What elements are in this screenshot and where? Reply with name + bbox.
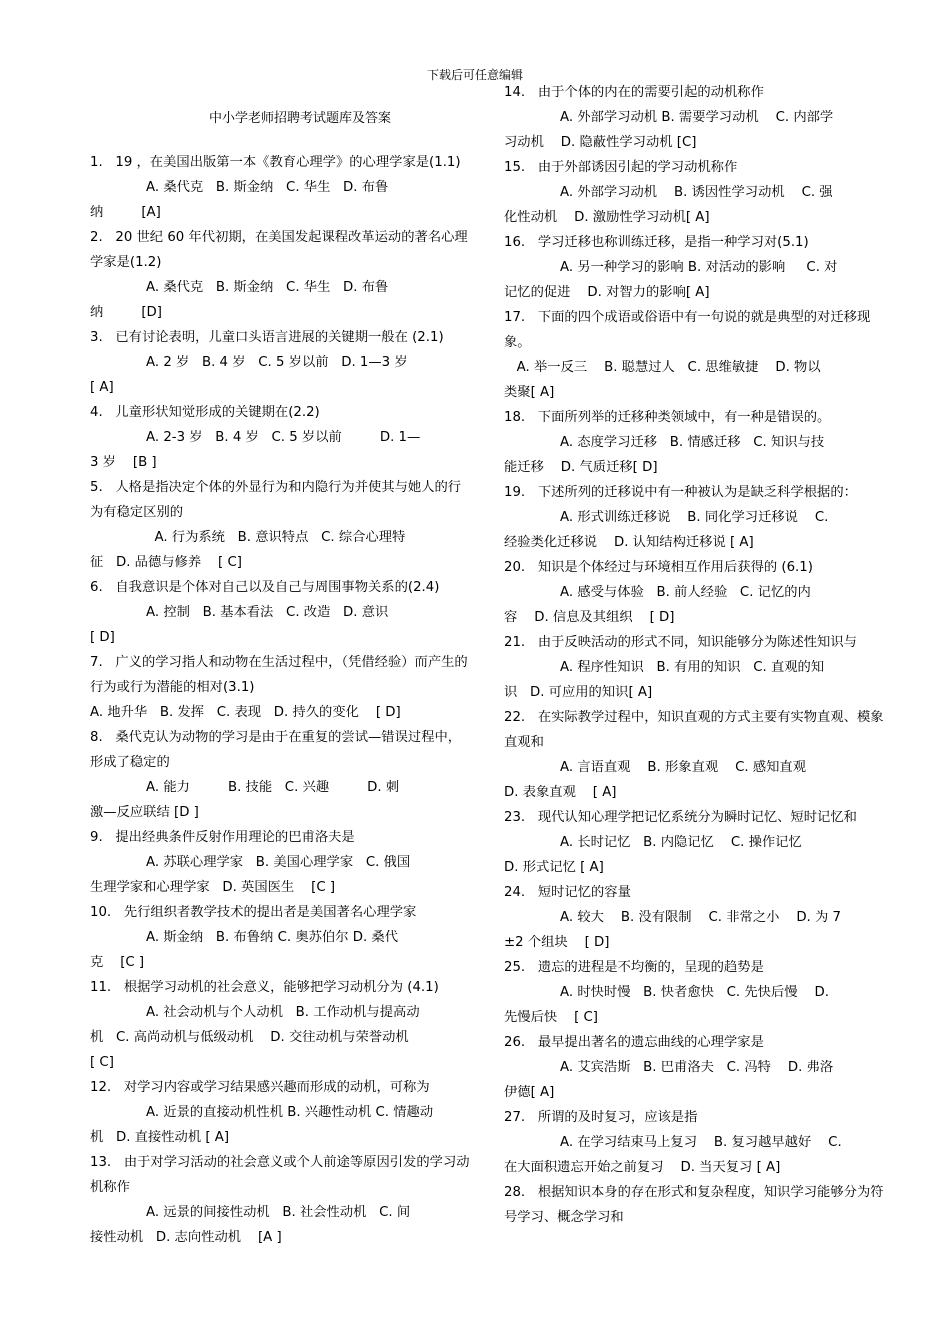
question-options: A. 行为系统 B. 意识特点 C. 综合心理特 [146, 530, 406, 545]
question-options: A. 时快时慢 B. 快者愈快 C. 先快后慢 D. [560, 985, 829, 1000]
question-options: A. 外部学习动机 B. 诱因性学习动机 C. 强 [560, 185, 833, 200]
question-answer-line: 机 D. 直接性动机 [ A] [90, 1130, 230, 1145]
question-answer-line: 能迁移 D. 气质迁移[ D] [504, 460, 658, 475]
question-options: A. 另一种学习的影响 B. 对活动的影响 C. 对 [560, 260, 838, 275]
question-stem: 7. 广义的学习指人和动物在生活过程中，（凭借经验）而产生的行为或行为潜能的相对(3.1) [90, 655, 468, 695]
left-column [90, 150, 470, 1250]
question-options: A. 长时记忆 B. 内隐记忆 C. 操作记忆 [560, 835, 802, 850]
question-item [504, 805, 889, 880]
question-item [504, 305, 889, 405]
question-stem: 17. 下面的四个成语或俗语中有一句说的就是典型的对迁移现象。 [504, 310, 871, 350]
question-answer-line: 先慢后快 [ C] [504, 1010, 598, 1025]
question-answer-line: 3 岁 [B ] [90, 455, 157, 470]
question-stem: 20. 知识是个体经过与环境相互作用后获得的 (6.1) [504, 560, 813, 575]
question-answer-line: 激—反应联结 [D ] [90, 805, 199, 820]
question-stem: 11. 根据学习动机的社会意义，能够把学习动机分为 (4.1) [90, 980, 439, 995]
question-item [90, 650, 470, 725]
question-item [504, 1030, 889, 1105]
question-options: A. 桑代克 B. 斯金纳 C. 华生 D. 布鲁 [146, 280, 389, 295]
question-answer-line: 记忆的促进 D. 对智力的影响[ A] [504, 285, 710, 300]
document-title: 中小学老师招聘考试题库及答案 [208, 111, 391, 126]
question-answer-line: 纳 [A] [90, 205, 161, 220]
question-answer-line: 经验类化迁移说 D. 认知结构迁移说 [ A] [504, 535, 754, 550]
question-options: A. 感受与体验 B. 前人经验 C. 记忆的内 [560, 585, 811, 600]
question-item [90, 825, 470, 900]
question-answer-line: 化性动机 D. 激励性学习动机[ A] [504, 210, 710, 225]
question-stem: 12. 对学习内容或学习结果感兴趣而形成的动机，可称为 [90, 1080, 430, 1095]
question-answer-line: D. 表象直观 [ A] [504, 785, 617, 800]
question-options: A. 程序性知识 B. 有用的知识 C. 直观的知 [560, 660, 825, 675]
question-item [504, 630, 889, 705]
question-item [504, 555, 889, 630]
question-item [90, 475, 470, 575]
question-stem: 23. 现代认知心理学把记忆系统分为瞬时记忆、短时记忆和 [504, 810, 857, 825]
question-stem: 24. 短时记忆的容量 [504, 885, 631, 900]
question-options: A. 社会动机与个人动机 B. 工作动机与提高动 [146, 1005, 420, 1020]
question-answer-line: A. 举一反三 B. 聪慧过人 C. 思维敏捷 D. 物以 类聚[ A] [504, 360, 821, 400]
question-stem: 4. 儿童形状知觉形成的关键期在(2.2) [90, 405, 320, 420]
question-stem: 16. 学习迁移也称训练迁移，是指一种学习对(5.1) [504, 235, 809, 250]
question-stem: 10. 先行组织者教学技术的提出者是美国著名心理学家 [90, 905, 417, 920]
question-item [504, 955, 889, 1030]
question-item [90, 150, 470, 225]
question-answer-line: [ D] [90, 630, 115, 645]
question-options: A. 言语直观 B. 形象直观 C. 感知直观 [560, 760, 807, 775]
question-item [90, 400, 470, 475]
question-stem: 18. 下面所列举的迁移种类领域中，有一种是错误的。 [504, 410, 831, 425]
question-item [90, 900, 470, 975]
question-answer-line: ±2 个组块 [ D] [504, 935, 610, 950]
question-answer-line: 机 C. 高尚动机与低级动机 D. 交往动机与荣誉动机 [ C] [90, 1030, 409, 1070]
question-answer-line: A. 地升华 B. 发挥 C. 表现 D. 持久的变化 [ D] [90, 705, 401, 720]
question-options: A. 能力 B. 技能 C. 兴趣 D. 刺 [146, 780, 400, 795]
question-stem: 9. 提出经典条件反射作用理论的巴甫洛夫是 [90, 830, 355, 845]
question-item [90, 1150, 470, 1250]
question-stem: 3. 已有讨论表明，儿童口头语言进展的关键期一般在 (2.1) [90, 330, 444, 345]
question-answer-line: 纳 [D] [90, 305, 162, 320]
question-options: A. 2 岁 B. 4 岁 C. 5 岁以前 D. 1—3 岁 [146, 355, 408, 370]
question-stem: 5. 人格是指决定个体的外显行为和内隐行为并使其与她人的行为有稳定区别的 [90, 480, 462, 520]
question-stem: 22. 在实际教学过程中，知识直观的方式主要有实物直观、模象直观和 [504, 710, 884, 750]
question-options: A. 在学习结束马上复习 B. 复习越早越好 C. [560, 1135, 842, 1150]
question-item [90, 225, 470, 325]
question-answer-line: 接性动机 D. 志向性动机 [A ] [90, 1230, 282, 1245]
question-stem: 26. 最早提出著名的遗忘曲线的心理学家是 [504, 1035, 764, 1050]
question-options: A. 2-3 岁 B. 4 岁 C. 5 岁以前 D. 1— [146, 430, 421, 445]
question-item [504, 1180, 889, 1230]
question-item [504, 80, 889, 155]
question-item [504, 155, 889, 230]
question-stem: 6. 自我意识是个体对自己以及自己与周围事物关系的(2.4) [90, 580, 440, 595]
question-options: A. 近景的直接动机性机 B. 兴趣性动机 C. 情趣动 [146, 1105, 434, 1120]
question-item [504, 880, 889, 955]
question-stem: 14. 由于个体的内在的需要引起的动机称作 [504, 85, 764, 100]
question-item [504, 705, 889, 805]
question-options: A. 外部学习动机 B. 需要学习动机 C. 内部学 [560, 110, 834, 125]
question-answer-line: [ A] [90, 380, 114, 395]
question-stem: 27. 所谓的及时复习，应该是指 [504, 1110, 698, 1125]
question-answer-line: 生理学家和心理学家 D. 英国医生 [C ] [90, 880, 336, 895]
question-item [90, 725, 470, 825]
question-item [90, 325, 470, 400]
question-stem: 15. 由于外部诱因引起的学习动机称作 [504, 160, 738, 175]
question-options: A. 控制 B. 基本看法 C. 改造 D. 意识 [146, 605, 389, 620]
question-stem: 21. 由于反映活动的形式不同，知识能够分为陈述性知识与 [504, 635, 857, 650]
question-answer-line: 容 D. 信息及其组织 [ D] [504, 610, 675, 625]
question-item [90, 575, 470, 650]
question-item [504, 1105, 889, 1180]
question-item [504, 480, 889, 555]
question-answer-line: 在大面积遗忘开始之前复习 D. 当天复习 [ A] [504, 1160, 781, 1175]
question-options: A. 较大 B. 没有限制 C. 非常之小 D. 为 7 [560, 910, 841, 925]
question-item [504, 230, 889, 305]
right-column [504, 80, 889, 1230]
question-options: A. 态度学习迁移 B. 情感迁移 C. 知识与技 [560, 435, 825, 450]
question-answer-line: D. 形式记忆 [ A] [504, 860, 604, 875]
question-stem: 13. 由于对学习活动的社会意义或个人前途等原因引发的学习动机称作 [90, 1155, 470, 1195]
question-stem: 25. 遗忘的进程是不均衡的，呈现的趋势是 [504, 960, 764, 975]
question-item [90, 1075, 470, 1150]
question-stem: 28. 根据知识本身的存在形式和复杂程度，知识学习能够分为符号学习、概念学习和 [504, 1185, 884, 1225]
question-item [504, 405, 889, 480]
question-options: A. 苏联心理学家 B. 美国心理学家 C. 俄国 [146, 855, 411, 870]
question-answer-line: 克 [C ] [90, 955, 145, 970]
question-options: A. 艾宾浩斯 B. 巴甫洛夫 C. 冯特 D. 弗洛 [560, 1060, 834, 1075]
question-stem: 2. 20 世纪 60 年代初期，在美国发起课程改革运动的著名心理学家是(1.2) [90, 230, 468, 270]
question-answer-line: 习动机 D. 隐蔽性学习动机 [C] [504, 135, 697, 150]
question-stem: 19. 下述所列的迁移说中有一种被认为是缺乏科学根据的： [504, 485, 857, 500]
question-answer-line: 征 D. 品德与修养 [ C] [90, 555, 242, 570]
question-stem: 8. 桑代克认为动物的学习是由于在重复的尝试—错误过程中，形成了稳定的 [90, 730, 462, 770]
question-answer-line: 伊德[ A] [504, 1085, 555, 1100]
question-answer-line: 识 D. 可应用的知识[ A] [504, 685, 653, 700]
question-options: A. 形式训练迁移说 B. 同化学习迁移说 C. [560, 510, 829, 525]
header-note: 下载后可任意编辑 [426, 68, 523, 82]
question-item [90, 975, 470, 1075]
question-stem: 1. 19 ，在美国出版第一本《教育心理学》的心理学家是(1.1) [90, 155, 461, 170]
question-options: A. 远景的间接性动机 B. 社会性动机 C. 间 [146, 1205, 411, 1220]
question-options: A. 斯金纳 B. 布鲁纳 C. 奥苏伯尔 D. 桑代 [146, 930, 399, 945]
question-options: A. 桑代克 B. 斯金纳 C. 华生 D. 布鲁 [146, 180, 389, 195]
